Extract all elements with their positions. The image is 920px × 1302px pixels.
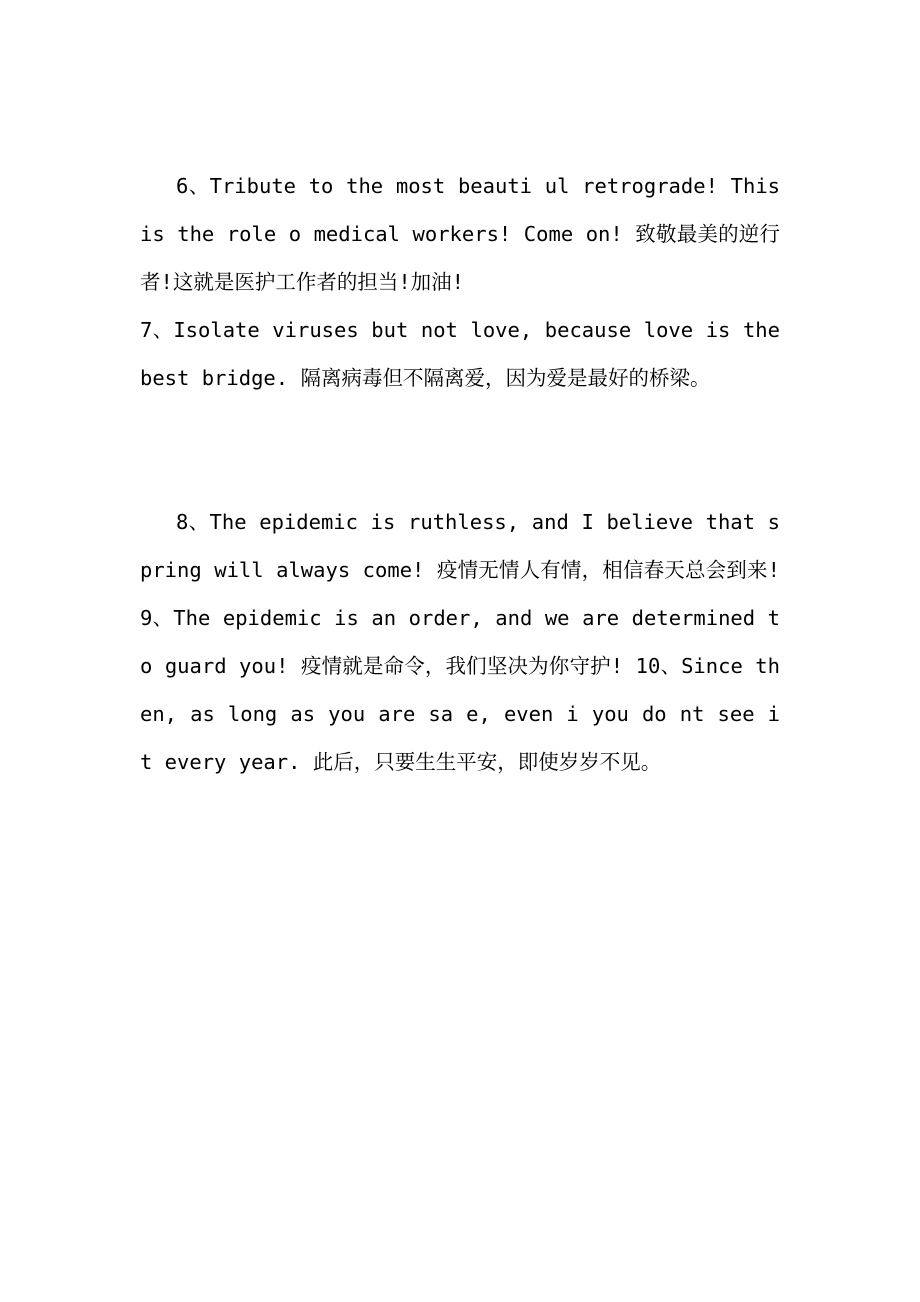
paragraph-7: 7、Isolate viruses but not love, because love is the best bridge. 隔离病毒但不隔离爱，因为爱是最好的桥梁。 — [140, 318, 780, 390]
document-text-block — [140, 162, 780, 306]
document-text-block — [140, 498, 780, 786]
document-text-block — [140, 306, 780, 402]
paragraph-6: 6、Tribute to the most beauti ul retrograde! This is the role o medical workers! Come on! 致敬最美的逆行者!这就是医护工作者的担当!加油! — [140, 174, 780, 294]
paragraph-8-to-10: 8、The epidemic is ruthless, and I believe that spring will always come! 疫情无情人有情，相信春天总会到来! 9、The epidemic is an order, and we are determined to guard you! 疫情就是命令，我们坚决为你守护! 10、Since then, as long as you are sa e, even i you do nt see it every year. 此后，只要生生平安，即使岁岁不见。 — [140, 510, 780, 774]
